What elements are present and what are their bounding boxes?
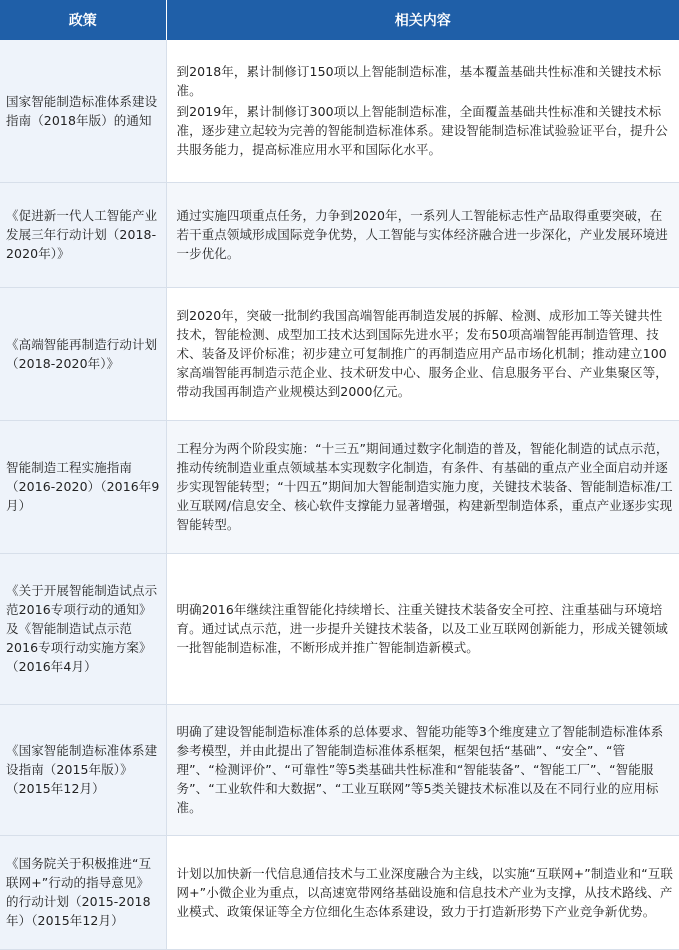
content-text: 明确了建设智能制造标准体系的总体要求、智能功能等3个维度建立了智能制造标准体系参考模型，并由此提出了智能制造标准体系框架，框架包括“基础”、“安全”、“管理”、“检测评价”、“可靠性”等5类基础共性标准和“智能装备”、“智能工厂”、“智能服务”、“工业软件和大数据”、“工业互联网”等5类关键技术标准以及在不同行业的应用标准。 (176, 724, 664, 815)
content-cell (166, 40, 679, 182)
policy-cell: 《高端智能再制造行动计划（2018-2020年）》 (0, 287, 166, 420)
policy-cell: 《关于开展智能制造试点示范2016专项行动的通知》及《智能制造试点示范2016专项行动实施方案》（2016年4月） (0, 553, 166, 704)
policy-cell: 智能制造工程实施指南（2016-2020）（2016年9月） (0, 420, 166, 553)
content-cell (166, 553, 679, 704)
content-cell (166, 287, 679, 420)
table-row (0, 420, 679, 553)
content-text: 到2019年，累计制修订300项以上智能制造标准，全面覆盖基础共性标准和关键技术标准，逐步建立起较为完善的智能制造标准体系。建设智能制造标准试验验证平台，提升公共服务能力，提高标准应用水平和国际化水平。 (176, 104, 668, 158)
content-cell (166, 182, 679, 287)
content-text: 到2020年，突破一批制约我国高端智能再制造发展的拆解、检测、成形加工等关键共性技术，智能检测、成型加工技术达到国际先进水平；发布50项高端智能再制造管理、技术、装备及评价标准；初步建立可复制推广的再制造应用产品市场化机制；推动建立100家高端智能再制造示范企业、技术研发中心、服务企业、信息服务平台、产业集聚区等，带动我国再制造产业规模达到2000亿元。 (176, 308, 668, 399)
content-text: 通过实施四项重点任务，力争到2020年，一系列人工智能标志性产品取得重要突破，在若干重点领域形成国际竞争优势，人工智能与实体经济融合进一步深化，产业发展环境进一步优化。 (176, 208, 668, 261)
table-row (0, 182, 679, 287)
table-row (0, 287, 679, 420)
content-text: 工程分为两个阶段实施：“十三五”期间通过数字化制造的普及，智能化制造的试点示范，推动传统制造业重点领域基本实现数字化制造，有条件、有基础的重点产业全面启动并逐步实现智能转型；“十四五”期间加大智能制造实施力度，关键技术装备、智能制造标准/工业互联网/信息安全、核心软件支撑能力显著增强，构建新型制造体系，重点产业逐步实现智能转型。 (176, 441, 673, 532)
content-cell (166, 420, 679, 553)
content-cell (166, 835, 679, 949)
header-content: 相关内容 (166, 0, 679, 40)
table-row (0, 553, 679, 704)
policy-cell: 《促进新一代人工智能产业发展三年行动计划（2018-2020年）》 (0, 182, 166, 287)
content-text: 计划以加快新一代信息通信技术与工业深度融合为主线，以实施“互联网+”制造业和“互联网+”小微企业为重点，以高速宽带网络基础设施和信息技术产业为支撑，从技术路线、产业模式、政策保证等全方位细化生态体系建设，致力于打造新形势下产业竞争新优势。 (176, 865, 674, 919)
policy-cell: 《国务院关于积极推进“互联网+”行动的指导意见》的行动计划（2015-2018年）（2015年12月） (0, 835, 166, 949)
content-text: 到2018年，累计制修订150项以上智能制造标准，基本覆盖基础共性标准和关键技术标准。 (176, 64, 662, 99)
policy-cell: 《国家智能制造标准体系建设指南（2015年版）》（2015年12月） (0, 704, 166, 835)
header-policy: 政策 (0, 0, 166, 40)
table-row (0, 704, 679, 835)
content-cell (166, 704, 679, 835)
policy-cell: 国家智能制造标准体系建设指南（2018年版）的通知 (0, 40, 166, 182)
table-row (0, 835, 679, 949)
header-row (0, 0, 679, 40)
table-row (0, 40, 679, 182)
content-text: 明确2016年继续注重智能化持续增长、注重关键技术装备安全可控、注重基础与环境培育。通过试点示范，进一步提升关键技术装备，以及工业互联网创新能力，形成关键领域一批智能制造标准，不断形成并推广智能制造新模式。 (176, 602, 668, 655)
